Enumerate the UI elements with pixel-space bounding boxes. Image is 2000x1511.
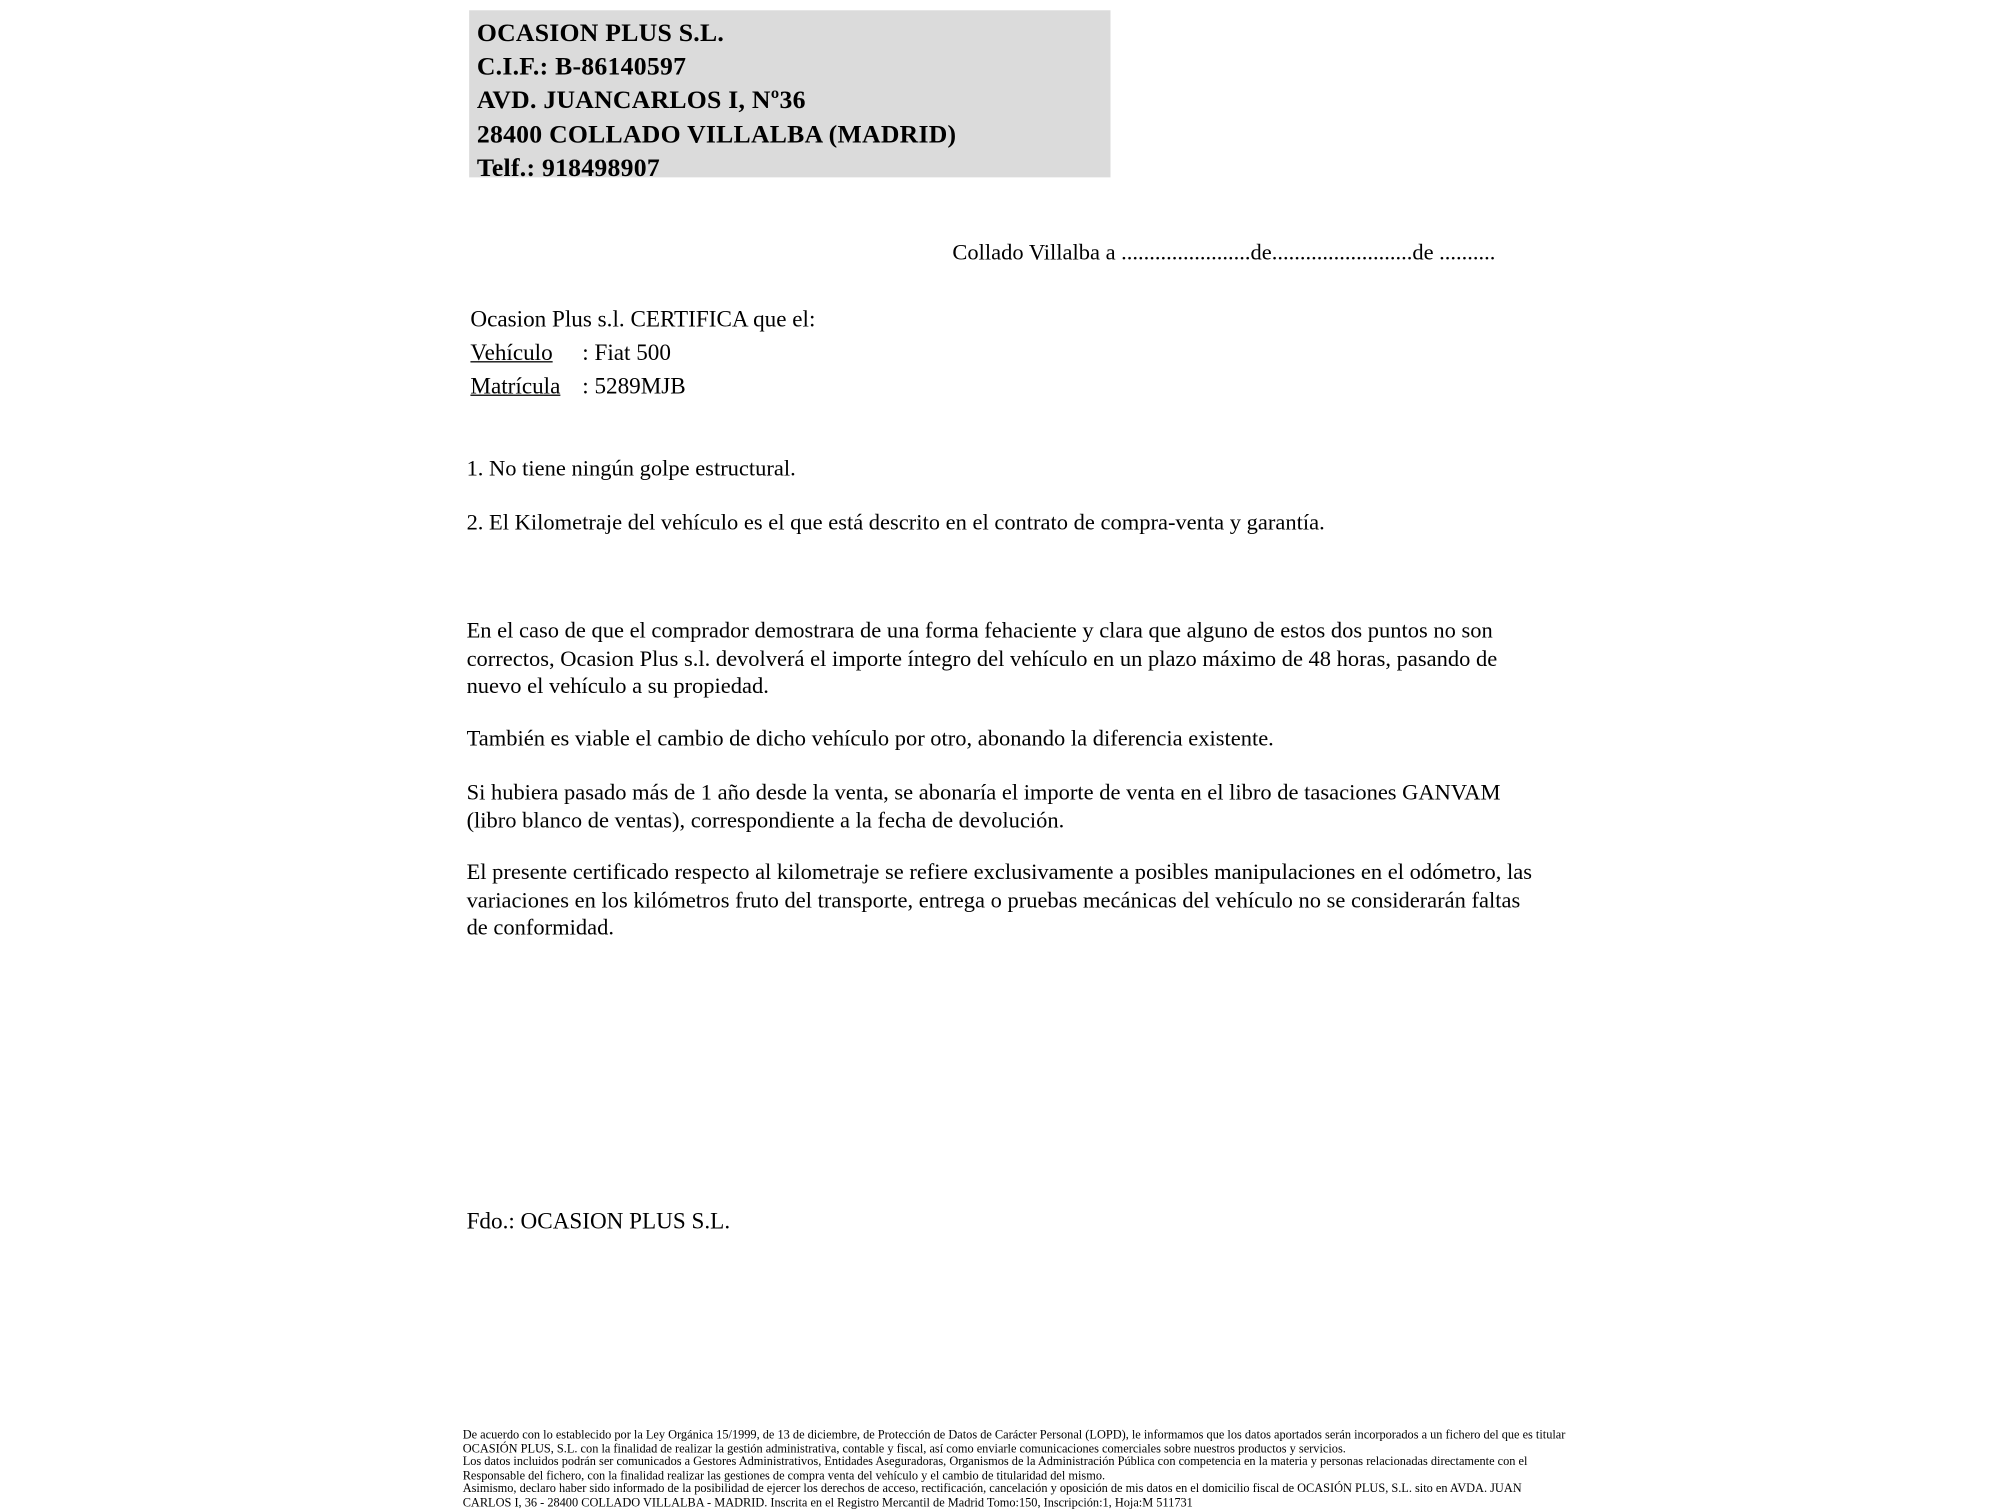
- footer-line-6: CARLOS I, 36 - 28400 COLLADO VILLALBA - MADRID. Inscrita en el Registro Mercantil de Madrid Tomo:150, Inscripción:1, Hoja:M 511731: [462, 1496, 1193, 1511]
- vehicle-value: : Fiat 500: [582, 339, 671, 366]
- certification-point-1: 1. No tiene ningún golpe estructural.: [466, 454, 796, 481]
- paragraph-exchange-option: También es viable el cambio de dicho vehículo por otro, abonando la diferencia existente.: [466, 724, 1274, 751]
- company-header-box: [469, 10, 1110, 183]
- plate-value: : 5289MJB: [582, 372, 686, 399]
- signature-line: Fdo.: OCASION PLUS S.L.: [466, 1208, 731, 1234]
- plate-label: Matrícula: [470, 372, 561, 399]
- paragraph-odometer-disclaimer: El presente certificado respecto al kilometraje se refiere exclusivamente a posibles manipulaciones en el odómetro, las variaciones en los kilómetros fruto del transporte, entrega o pruebas mecánicas del vehículo no se considerarán faltas de conformidad.: [466, 858, 1533, 940]
- company-cif: C.I.F.: B-86140597: [476, 52, 687, 82]
- company-address: AVD. JUANCARLOS I, Nº36: [476, 86, 806, 115]
- certification-block: [470, 302, 815, 402]
- company-name: OCASION PLUS S.L.: [476, 19, 725, 48]
- certifica-intro: Ocasion Plus s.l. CERTIFICA que el:: [470, 305, 816, 332]
- vehicle-label: Vehículo: [470, 339, 553, 366]
- date-line: Collado Villalba a .......................de.........................de ..........: [952, 239, 1496, 265]
- footer-line-1: De acuerdo con lo establecido por la Ley Orgánica 15/1999, de 13 de diciembre, de Protección de Datos de Carácter Personal (LOPD), le informamos que los datos aportados serán incorporados a un fichero del que es titular: [462, 1427, 1566, 1443]
- company-city: 28400 COLLADO VILLALBA (MADRID): [476, 120, 957, 149]
- vehicle-row: [470, 335, 815, 368]
- company-phone: Telf.: 918498907: [476, 153, 660, 183]
- footer-line-3: Los datos incluidos podrán ser comunicados a Gestores Administrativos, Entidades Aseguradoras, Organismos de la Administración Pública con competencia en la materia y personas relacionadas directamente con el: [462, 1455, 1528, 1470]
- footer-line-4: Responsable del fichero, con la finalidad realizar las gestiones de compra venta del vehículo y el cambio de titularidad del mismo.: [462, 1468, 1106, 1483]
- paragraph-refund-terms: En el caso de que el comprador demostrara de una forma fehaciente y clara que alguno de estos dos puntos no son correctos, Ocasion Plus s.l. devolverá el importe íntegro del vehículo en un plazo máximo de 48 horas, pasando de nuevo el vehículo a su propiedad.: [466, 616, 1498, 699]
- paragraph-ganvam-valuation: Si hubiera pasado más de 1 año desde la venta, se abonaría el importe de venta en el libro de tasaciones GANVAM (libro blanco de ventas), correspondiente a la fecha de devolución.: [466, 778, 1501, 833]
- certification-point-2: 2. El Kilometraje del vehículo es el que está descrito en el contrato de compra-venta y garantía.: [466, 508, 1325, 535]
- footer-line-2: OCASIÓN PLUS, S.L. con la finalidad de realizar la gestión administrativa, contable y fiscal, así como enviarle comunicaciones comerciales sobre nuestros productos y servicios.: [462, 1441, 1346, 1456]
- legal-footer: [463, 1429, 1568, 1511]
- plate-row: [470, 369, 815, 402]
- footer-line-5: Asimismo, declaro haber sido informado de la posibilidad de ejercer los derechos de acceso, rectificación, cancelación y oposición de mis datos en el domicilio fiscal de OCASIÓN PLUS, S.L. sito en AVDA. JUAN: [462, 1482, 1522, 1497]
